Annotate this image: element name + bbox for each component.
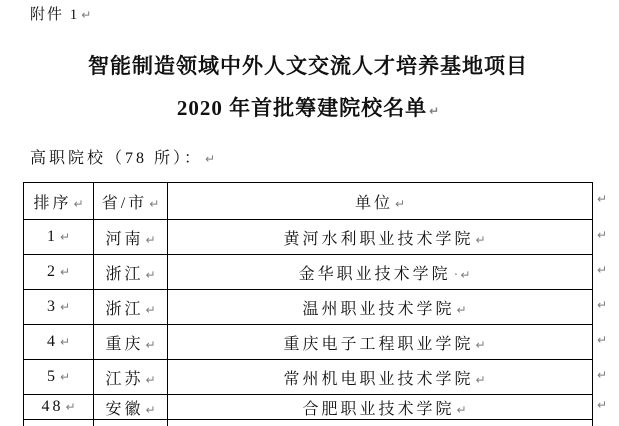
province-text: 浙江 — [105, 265, 144, 283]
province-cell — [94, 325, 168, 360]
province-text: 重庆 — [105, 335, 144, 353]
rank-cell — [24, 325, 94, 360]
rank-cell — [24, 395, 94, 420]
province-cell — [94, 290, 168, 325]
unit-text: 合肥职业技术学院 — [302, 400, 455, 418]
cell-end-mark-icon: ↵ — [475, 372, 486, 387]
row-end-mark-icon: ↵ — [597, 298, 608, 312]
province-cell — [94, 220, 168, 255]
cell-end-mark-icon: ↵ — [475, 337, 486, 352]
province-text: 江苏 — [105, 370, 144, 388]
cell-end-mark-icon: ↵ — [145, 402, 156, 417]
unit-text: 金华职业技术学院 — [298, 265, 451, 283]
cell-end-mark-icon: ↵ — [475, 232, 486, 247]
cell-end-mark-icon: ↵ — [59, 300, 71, 314]
cell-end-mark-icon: ↵ — [145, 232, 156, 247]
unit-text: 温州职业技术学院 — [302, 300, 455, 318]
rank-text: 2 — [46, 263, 58, 280]
cell-end-mark-icon: ↵ — [456, 402, 467, 417]
province-text: 安徽 — [105, 400, 144, 418]
province-text: 河南 — [105, 230, 144, 248]
cell-end-mark-icon: ↵ — [145, 372, 156, 387]
attachment-label — [30, 5, 91, 25]
table-row-clipped — [24, 420, 593, 426]
province-cell — [94, 255, 168, 290]
province-cell — [94, 420, 168, 426]
document-title-line2-text: 2020 年首批筹建院校名单 — [176, 96, 428, 120]
unit-cell — [168, 255, 593, 290]
header-unit-text: 单位 — [354, 194, 393, 212]
unit-text: 黄河水利职业技术学院 — [283, 230, 474, 248]
table-row — [24, 325, 593, 360]
rank-text: 3 — [46, 298, 58, 315]
header-province-text: 省/市 — [101, 194, 148, 212]
document-title-line1 — [23, 45, 593, 87]
row-end-marks — [597, 0, 617, 426]
attachment-label-text: 附件 1 — [30, 7, 80, 23]
rank-text: 5 — [46, 368, 58, 385]
cell-end-mark-icon: ↵ — [59, 265, 71, 279]
school-table — [23, 182, 593, 426]
cell-end-mark-icon: ↵ — [145, 337, 156, 352]
cell-end-mark-icon: ↵ — [73, 196, 84, 211]
document-title — [23, 45, 593, 132]
document-title-line2 — [23, 87, 593, 132]
table-row — [24, 360, 593, 395]
cell-end-mark-icon: ↵ — [145, 267, 156, 282]
header-cell-province — [94, 183, 168, 220]
return-mark-icon: ↵ — [429, 104, 440, 118]
rank-cell — [24, 360, 94, 395]
cell-end-mark-icon: ↵ — [65, 400, 76, 414]
rank-cell — [24, 420, 94, 426]
unit-text: 常州机电职业技术学院 — [283, 370, 474, 388]
header-rank-text: 排序 — [33, 194, 72, 212]
unit-cell — [168, 420, 593, 426]
rank-text: 4 — [46, 333, 58, 350]
cell-end-mark-icon: ↵ — [145, 302, 156, 317]
section-label — [30, 146, 215, 172]
unit-cell — [168, 395, 593, 420]
return-mark-icon: ↵ — [81, 8, 92, 22]
rank-cell — [24, 220, 94, 255]
row-end-mark-icon: ↵ — [597, 333, 608, 347]
cell-end-mark-icon: ↵ — [456, 302, 467, 317]
unit-text: 重庆电子工程职业学院 — [283, 335, 474, 353]
cell-end-mark-icon: ↵ — [59, 370, 71, 384]
header-cell-rank — [24, 183, 94, 220]
table-row — [24, 255, 593, 290]
rank-text: 48 — [41, 398, 64, 415]
return-mark-icon: ↵ — [205, 152, 216, 166]
section-label-text: 高职院校（78 所）： — [30, 150, 204, 167]
cell-end-mark-icon: ↵ — [149, 196, 160, 211]
row-end-mark-icon: ↵ — [597, 398, 608, 412]
row-end-mark-icon: ↵ — [597, 263, 608, 277]
unit-cell — [168, 220, 593, 255]
table-row — [24, 220, 593, 255]
cell-end-mark-icon: ↵ — [394, 196, 406, 211]
province-cell — [94, 395, 168, 420]
row-end-mark-icon: ↵ — [597, 228, 608, 242]
space-mark-icon: · — [453, 267, 459, 283]
table-row — [24, 290, 593, 325]
province-text: 浙江 — [105, 300, 144, 318]
unit-cell — [168, 325, 593, 360]
rank-cell — [24, 290, 94, 325]
table-row — [24, 395, 593, 420]
document-title-line1-text: 智能制造领域中外人文交流人才培养基地项目 — [88, 54, 528, 78]
header-cell-unit — [168, 183, 593, 220]
unit-cell — [168, 290, 593, 325]
rank-text: 1 — [46, 228, 58, 245]
cell-end-mark-icon: ↵ — [59, 335, 71, 349]
province-cell — [94, 360, 168, 395]
cell-end-mark-icon: ↵ — [59, 230, 71, 244]
table-header-row — [24, 183, 593, 220]
rank-cell — [24, 255, 94, 290]
row-end-mark-icon: ↵ — [597, 368, 608, 382]
unit-cell — [168, 360, 593, 395]
cell-end-mark-icon: ↵ — [460, 267, 471, 282]
row-end-mark-icon: ↵ — [597, 192, 608, 206]
